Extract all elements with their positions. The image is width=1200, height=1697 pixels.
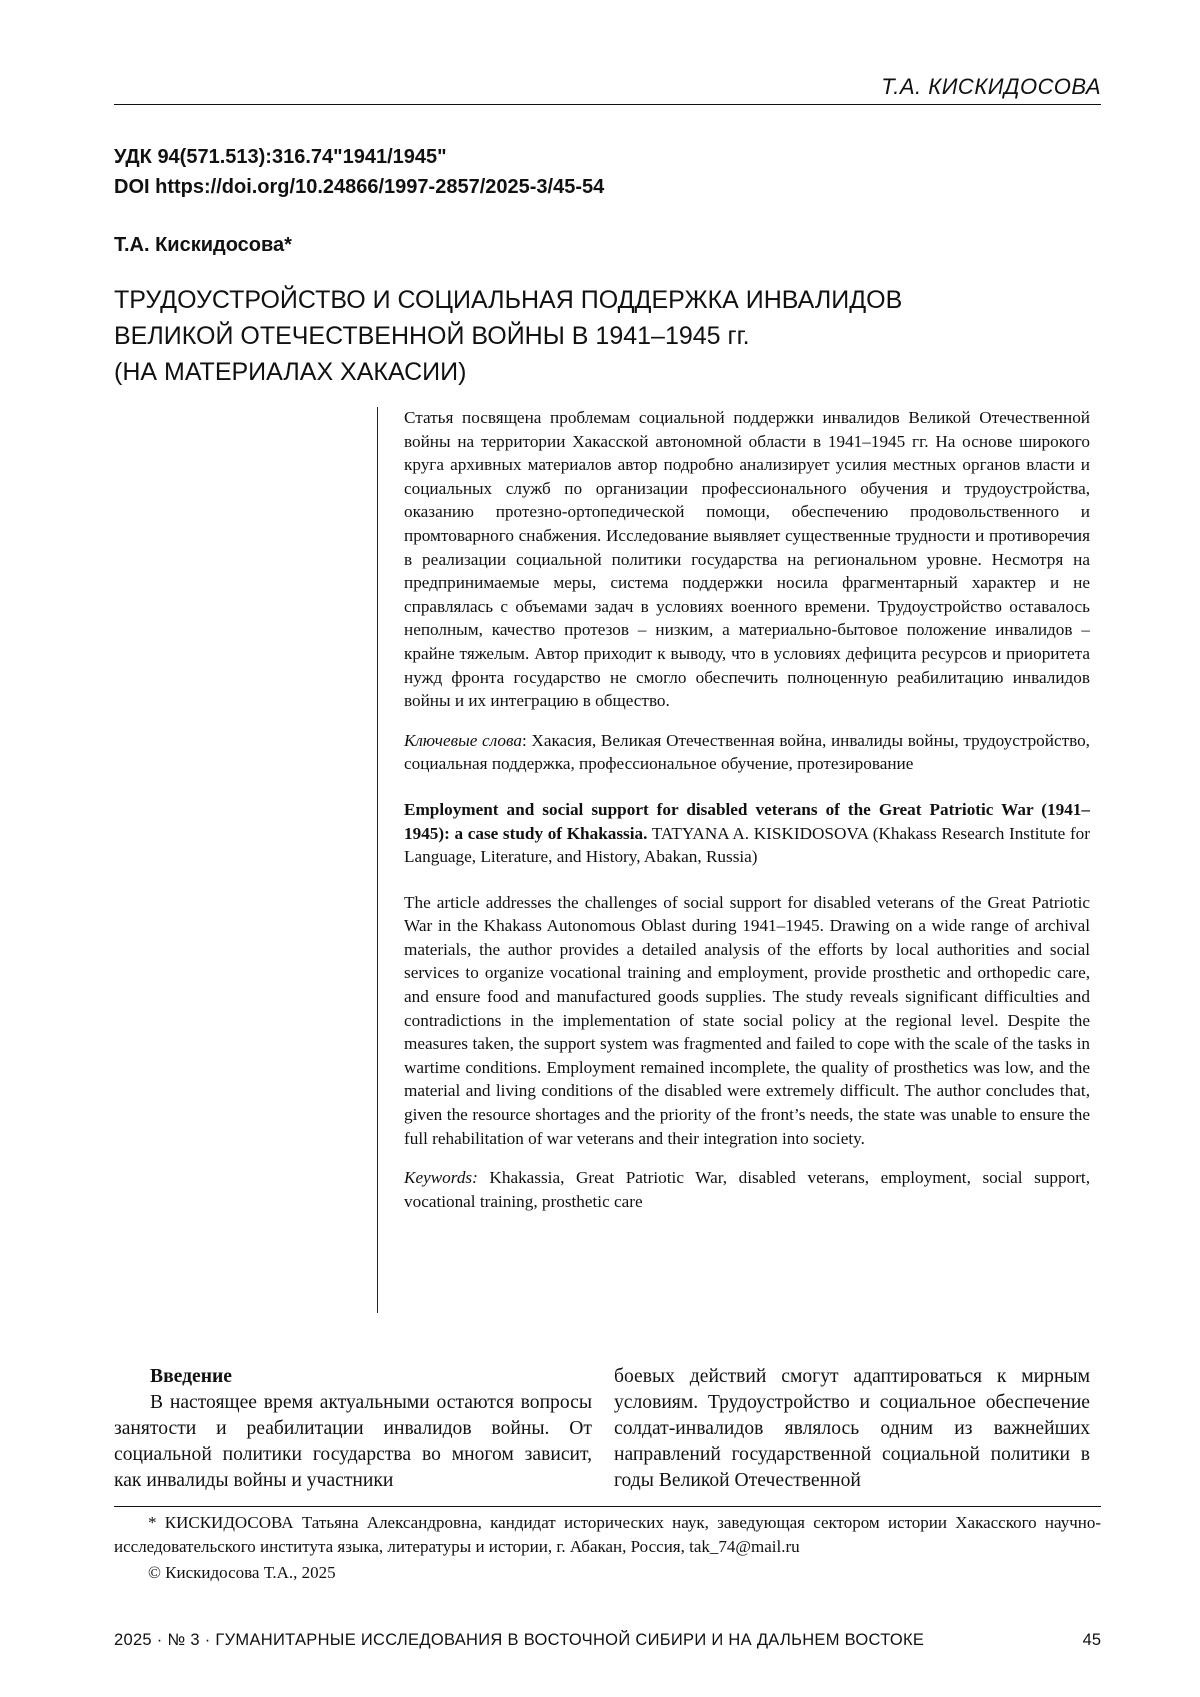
article-title [114,282,1014,390]
footnote [114,1511,1101,1585]
title-line: ВЕЛИКОЙ ОТЕЧЕСТВЕННОЙ ВОЙНЫ В 1941–1945 гг. [114,322,750,350]
title-line: (НА МАТЕРИАЛАХ ХАКАСИИ) [114,358,467,386]
body-paragraph: боевых действий смогут адаптироваться к мирным условиям. Трудоустройство и социальное обеспечение солдат-инвалидов являлось одним из важнейших направлений государственной социальной политики в годы Великой Отечественной [614,1366,1090,1491]
journal-footer: 2025 · № 3 · ГУМАНИТАРНЫЕ ИССЛЕДОВАНИЯ В ВОСТОЧНОЙ СИБИРИ И НА ДАЛЬНЕМ ВОСТОКЕ [114,1631,925,1649]
body-column-left [114,1364,592,1494]
doi-link[interactable]: DOI https://doi.org/10.24866/1997-2857/2025-3/45-54 [114,176,605,198]
english-title-block [404,798,1090,869]
udk-code: УДК 94(571.513):316.74"1941/1945" [114,146,447,168]
author-name: Т.А. Кискидосова* [114,234,292,256]
english-author-affiliation: TATYANA A. KISKIDOSOVA (Khakass Research Institute for Language, Literature, and History, Abakan, Russia) [404,823,1091,867]
keywords-ru-label: Ключевые слова [404,730,522,750]
keywords-ru [404,729,1090,776]
copyright-line: © Кискидосова Т.А., 2025 [148,1563,336,1582]
running-head: Т.А. КИСКИДОСОВА [881,74,1101,99]
body-column-right [614,1364,1090,1494]
abstract-side-rule [377,407,378,1313]
body-paragraph: В настоящее время актуальными остаются вопросы занятости и реабилитации инвалидов войны. От социальной политики государства во многом зависит, как инвалиды войны и участники [114,1392,592,1491]
english-title: Employment and social support for disabled veterans of the Great Patriotic War (1941–1945): a case study of Khakassia. [404,799,1090,843]
footnote-rule [114,1506,1101,1507]
header-rule [114,104,1101,105]
abstract-ru: Статья посвящена проблемам социальной поддержки инвалидов Великой Отечественной войны на территории Хакасской автономной области в 1941–1945 гг. На основе широкого круга архивных материалов автор подробно анализирует усилия местных органов власти и социальных служб по организации профессионального обучения и трудоустройства, оказанию протезно-ортопедической помощи, обеспечению продовольственного и промтоварного снабжения. Исследование выявляет существенные трудности и противоречия в реализации социальной политики государства на региональном уровне. Несмотря на предпринимаемые меры, система поддержки носила фрагментарный характер и не справлялась с объемами задач в условиях военного времени. Трудоустройство оставалось неполным, качество протезов – низким, а материально-бытовое положение инвалидов – крайне тяжелым. Автор приходит к выводу, что в условиях дефицита ресурсов и приоритета нужд фронта государство не смогло обеспечить полноценную реабилитацию инвалидов войны и их интеграцию в общество. [404,408,1090,711]
keywords-en [404,1166,1090,1213]
abstract-en: The article addresses the challenges of social support for disabled veterans of the Great Patriotic War in the Khakass Autonomous Oblast during 1941–1945. Drawing on a wide range of archival materials, the author provides a detailed analysis of the efforts by local authorities and social services to organize vocational training and employment, provide prosthetic and orthopedic care, and ensure food and manufactured goods supplies. The study reveals significant difficulties and contradictions in the implementation of state social policy at the regional level. Despite the measures taken, the support system was fragmented and failed to cope with the scale of the tasks in wartime conditions. Employment remained incomplete, the quality of prosthetics was low, and the material and living conditions of the disabled were extremely difficult. The author concludes that, given the resource shortages and the priority of the front’s needs, the state was unable to ensure the full rehabilitation of war veterans and their integration into society. [404,892,1090,1148]
title-line: ТРУДОУСТРОЙСТВО И СОЦИАЛЬНАЯ ПОДДЕРЖКА ИНВАЛИДОВ [114,286,903,314]
keywords-en-label: Keywords: [404,1168,478,1188]
author-footnote: * КИСКИДОСОВА Татьяна Александровна, кандидат исторических наук, заведующая сектором истории Хакасского научно-исследовательского института языка, литературы и истории, г. Абакан, Россия, tak_74@mail.ru [114,1513,1101,1556]
abstract-block [404,406,1090,1213]
keywords-ru-list: : Хакасия, Великая Отечественная война, инвалиды войны, трудоустройство, социальная поддержка, профессиональное обучение, протезирование [404,730,1090,774]
keywords-en-list: Khakassia, Great Patriotic War, disabled veterans, employment, social support, vocational training, prosthetic care [404,1168,1090,1211]
section-heading-intro: Введение [150,1366,232,1387]
page-number: 45 [1082,1631,1101,1649]
